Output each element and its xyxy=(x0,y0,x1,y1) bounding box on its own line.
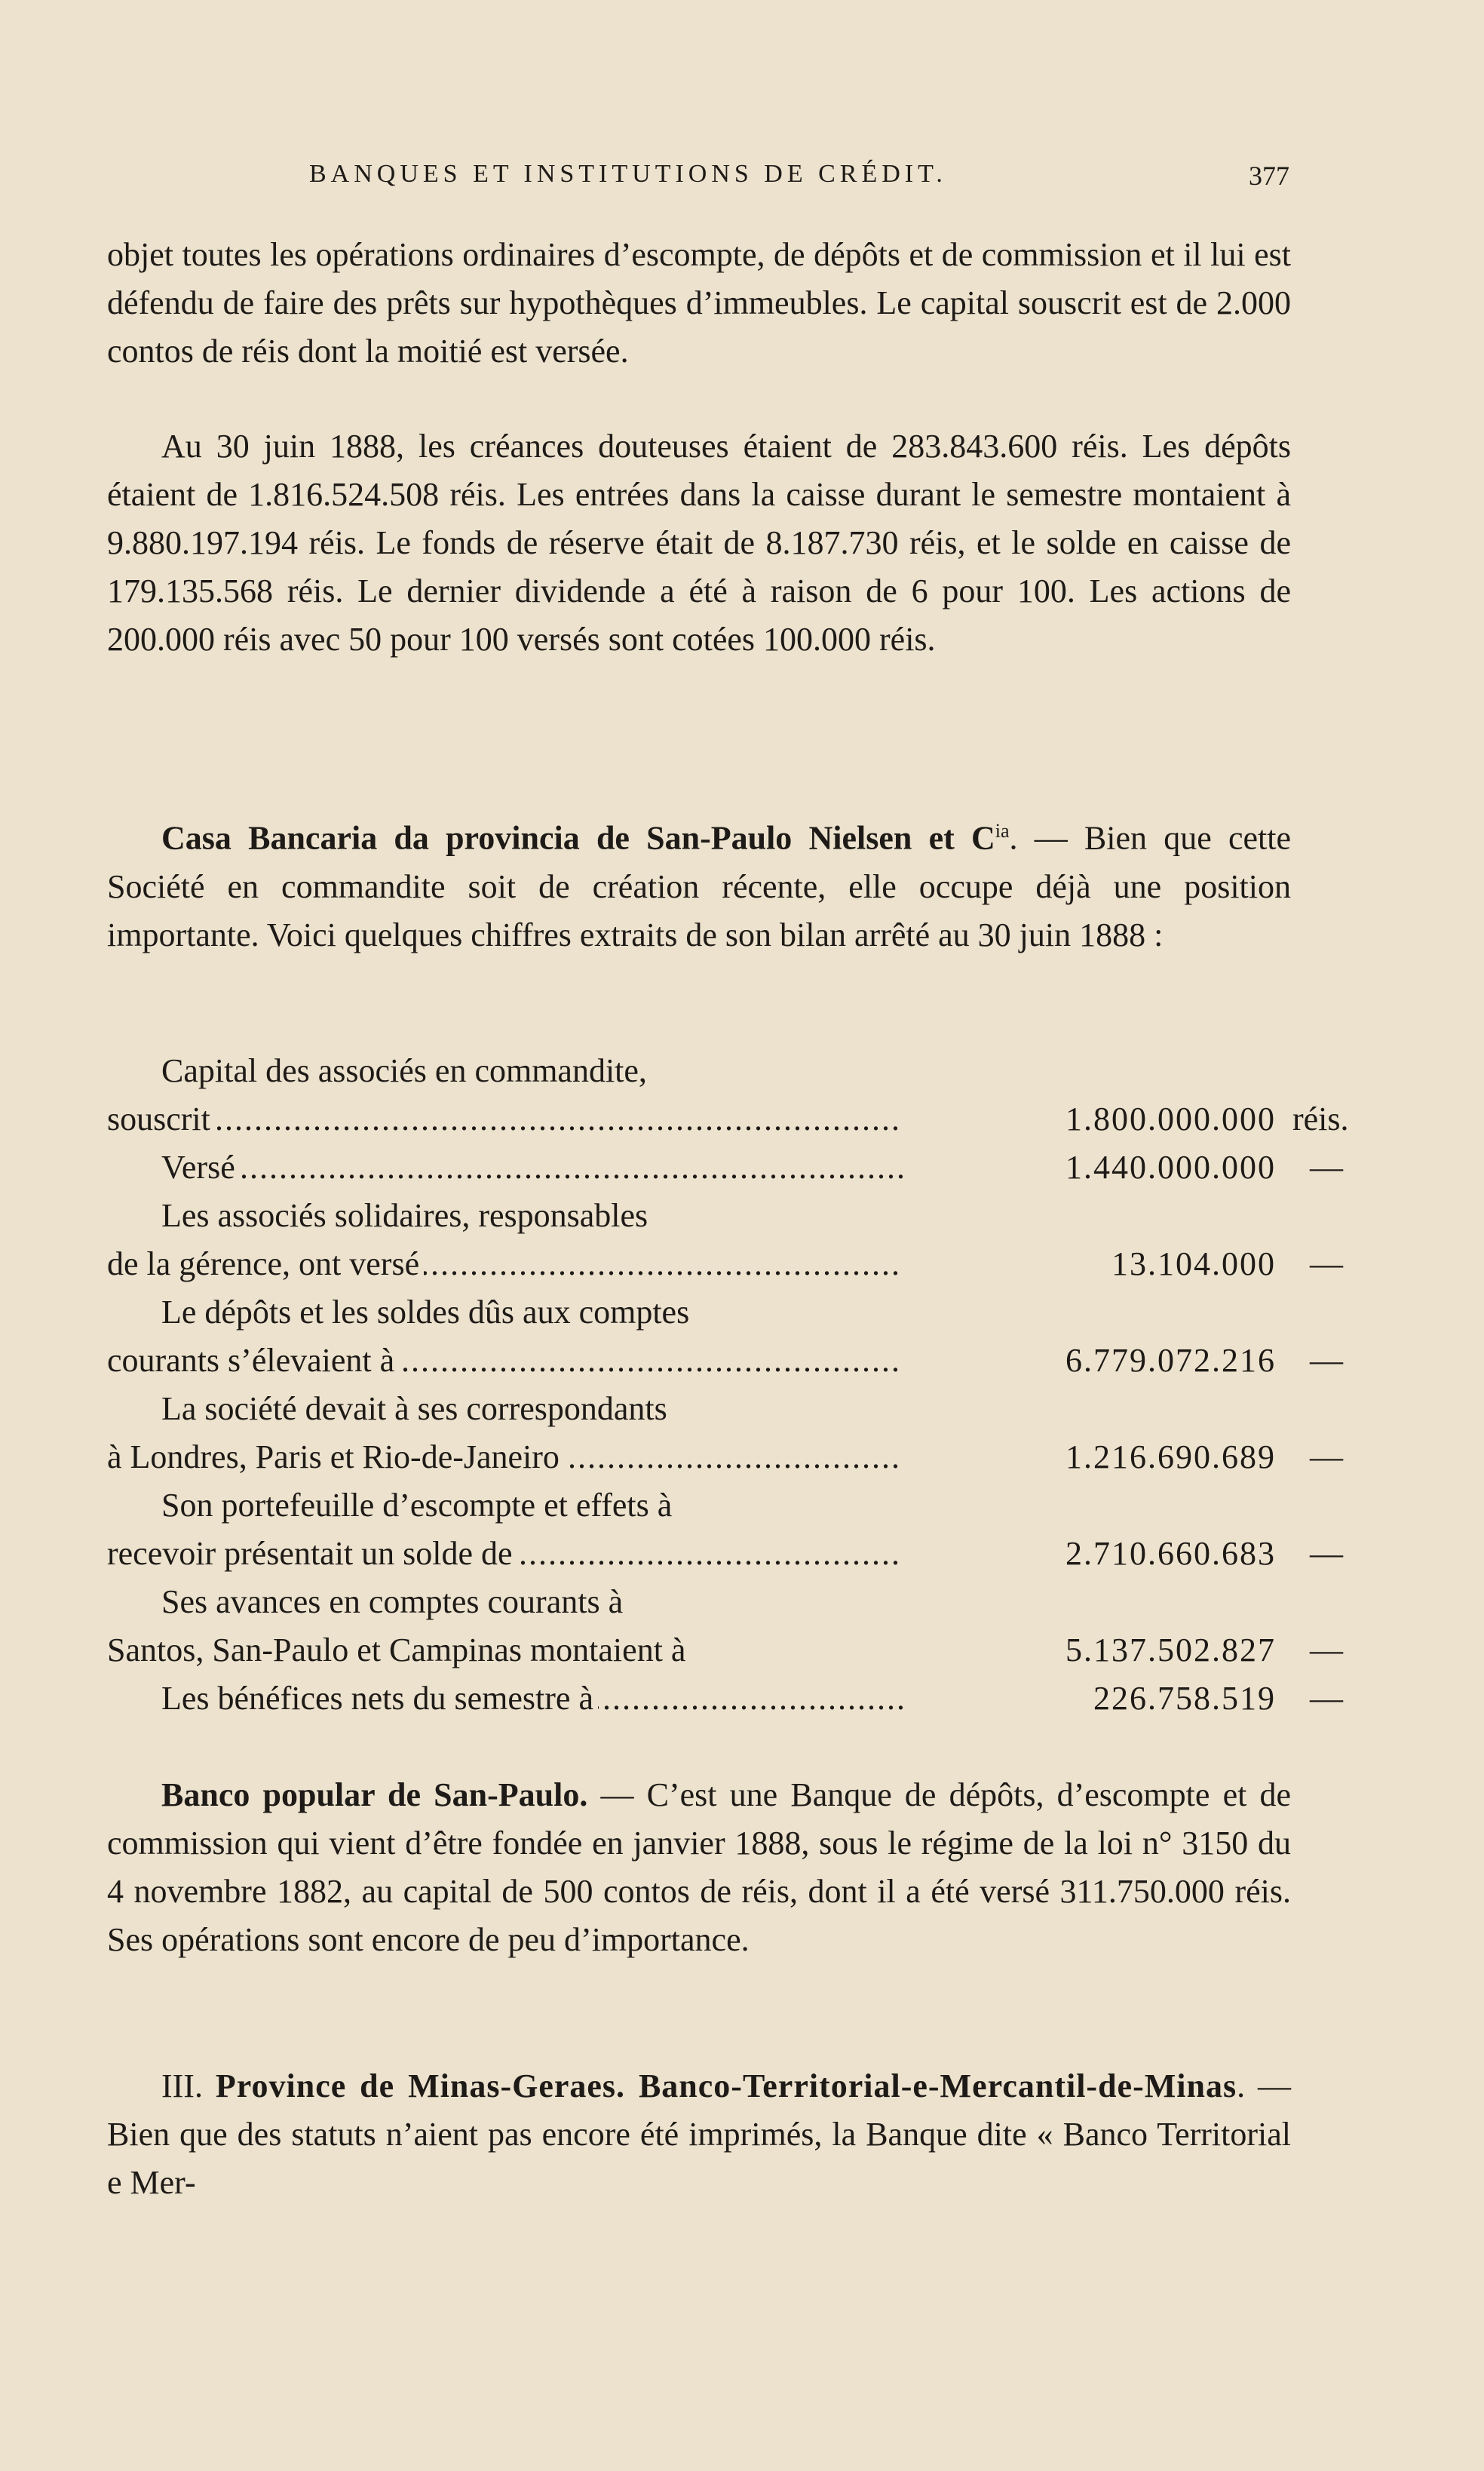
ledger-amount: 2.710.660.683 xyxy=(1065,1535,1276,1572)
section-heading-minas-geraes: Province de Minas-Geraes. Banco-Territorial-e-Mercantil-de-Minas xyxy=(215,2067,1237,2104)
ledger-row xyxy=(107,1578,1314,1626)
ledger-unit: — xyxy=(1310,1631,1343,1668)
ledger-row xyxy=(107,1433,1343,1481)
ledger-row xyxy=(107,1385,1314,1433)
ledger-label-text: Versé xyxy=(161,1149,240,1186)
ledger-label xyxy=(161,1578,869,1626)
ledger-label xyxy=(107,1433,903,1481)
ledger-amount: 6.779.072.216 xyxy=(1065,1342,1276,1379)
running-header xyxy=(106,160,1289,202)
ledger-label-text: à Londres, Paris et Rio-de-Janeiro xyxy=(107,1438,564,1475)
ledger-label xyxy=(161,1385,869,1433)
balance-sheet-list xyxy=(107,1047,1349,1723)
page-number: 377 xyxy=(1249,161,1289,191)
paragraph-continuation: objet toutes les opérations ordinaires d’escompte, de dépôts et de commission et il lui est défendu de faire des prêts sur hypothèques d’immeubles. Le capital souscrit est de 2.000 contos de réis dont la moitié est versée. xyxy=(107,236,1291,370)
ledger-label xyxy=(161,1288,869,1337)
ledger-amount: 1.800.000.000 xyxy=(1065,1100,1276,1137)
ledger-label xyxy=(107,1240,903,1288)
heading-superscript: ia xyxy=(995,820,1010,842)
ledger-amount: 1.216.690.689 xyxy=(1065,1438,1276,1475)
ledger-label-text: Les bénéfices nets du semestre à xyxy=(161,1680,598,1717)
ledger-amount: 13.104.000 xyxy=(1111,1245,1276,1282)
ledger-unit: — xyxy=(1310,1342,1343,1379)
ledger-unit: — xyxy=(1310,1680,1343,1717)
paragraph-casa-bancaria xyxy=(107,807,1291,959)
ledger-label-text: recevoir présentait un solde de xyxy=(107,1535,517,1572)
ledger-label-text: souscrit xyxy=(107,1100,215,1137)
ledger-unit: — xyxy=(1310,1149,1343,1186)
ledger-amount: 1.440.000.000 xyxy=(1065,1149,1276,1186)
ledger-unit: — xyxy=(1310,1438,1343,1475)
paragraph-text: — C’est une Banque de dépôts, d’escompte et de commission qui vient d’être fondée en janvier 1888, sous le régime de la loi n° 3150 du 4 novembre 1882, au capital de 500 contos de réis, dont il a été versé 311.750.000 réis. Ses opérations sont encore de peu d’importance. xyxy=(107,1776,1291,1958)
section-heading-banco-popular: Banco popular de San-Paulo. xyxy=(161,1776,588,1813)
ledger-row xyxy=(107,1047,1314,1095)
paragraph-text: . — Bien que des statuts n’aient pas encore été imprimés, la Banque dite « Banco Territorial e Mer- xyxy=(107,2067,1292,2201)
ledger-row xyxy=(107,1192,1314,1240)
ledger-label-text: courants s’élevaient à xyxy=(107,1342,399,1379)
ledger-row xyxy=(107,1626,1343,1674)
section-heading-casa-bancaria: Casa Bancaria da provincia de San-Paulo Nielsen et C xyxy=(161,819,995,857)
ledger-label-text: Capital des associés en commandite, xyxy=(161,1052,652,1089)
paragraph-minas-geraes xyxy=(107,2062,1291,2207)
ledger-label-text: Ses avances en comptes courants à xyxy=(161,1583,627,1620)
ledger-label-text: Son portefeuille d’escompte et effets à xyxy=(161,1487,676,1524)
ledger-amount: 5.137.502.827 xyxy=(1065,1631,1276,1668)
ledger-row xyxy=(107,1240,1343,1288)
ledger-row xyxy=(107,1288,1314,1337)
ledger-label xyxy=(107,1095,903,1143)
section-numeral: III. xyxy=(161,2067,203,2104)
ledger-amount: 226.758.519 xyxy=(1093,1680,1276,1717)
ledger-label-text: Les associés solidaires, responsables xyxy=(161,1197,652,1234)
ledger-label xyxy=(161,1047,869,1095)
ledger-row xyxy=(107,1337,1343,1385)
ledger-label-text: Le dépôts et les soldes dûs aux comptes xyxy=(161,1294,694,1331)
ledger-unit: — xyxy=(1310,1245,1343,1282)
running-title: BANQUES ET INSTITUTIONS DE CRÉDIT. xyxy=(309,160,947,188)
ledger-label xyxy=(161,1674,903,1723)
ledger-label-text: Santos, San-Paulo et Campinas montaient à xyxy=(107,1631,690,1668)
ledger-label xyxy=(107,1626,869,1674)
ledger-row xyxy=(107,1674,1343,1723)
ledger-row xyxy=(107,1530,1343,1578)
ledger-unit: — xyxy=(1310,1535,1343,1572)
ledger-label-text: La société devait à ses correspondants xyxy=(161,1390,672,1427)
ledger-row xyxy=(107,1143,1343,1192)
paragraph-creances: Au 30 juin 1888, les créances douteuses étaient de 283.843.600 réis. Les dépôts étaient de 1.816.524.508 réis. Les entrées dans la caisse durant le semestre montaient à 9.880.197.194 réis. Le fonds de réserve était de 8.187.730 réis, et le solde en caisse de 179.135.568 réis. Le dernier dividende a été à raison de 6 pour 100. Les actions de 200.000 réis avec 50 pour 100 versés sont cotées 100.000 réis. xyxy=(107,428,1291,658)
ledger-unit: réis. xyxy=(1292,1100,1349,1137)
ledger-label xyxy=(161,1143,903,1192)
ledger-row xyxy=(107,1481,1314,1530)
ledger-label xyxy=(107,1530,903,1578)
ledger-label xyxy=(161,1481,869,1530)
ledger-label xyxy=(161,1192,869,1240)
ledger-label xyxy=(107,1337,903,1385)
paragraph-banco-popular xyxy=(107,1771,1291,1964)
paragraph-text: . — Bien que cette Société en commandite soit de création récente, elle occupe déjà une position importante. Voici quelques chiffres extraits de son bilan arrêté au 30 juin 1888 : xyxy=(107,819,1291,953)
ledger-label-text: de la gérence, ont versé xyxy=(107,1245,424,1282)
ledger-row xyxy=(107,1095,1349,1143)
